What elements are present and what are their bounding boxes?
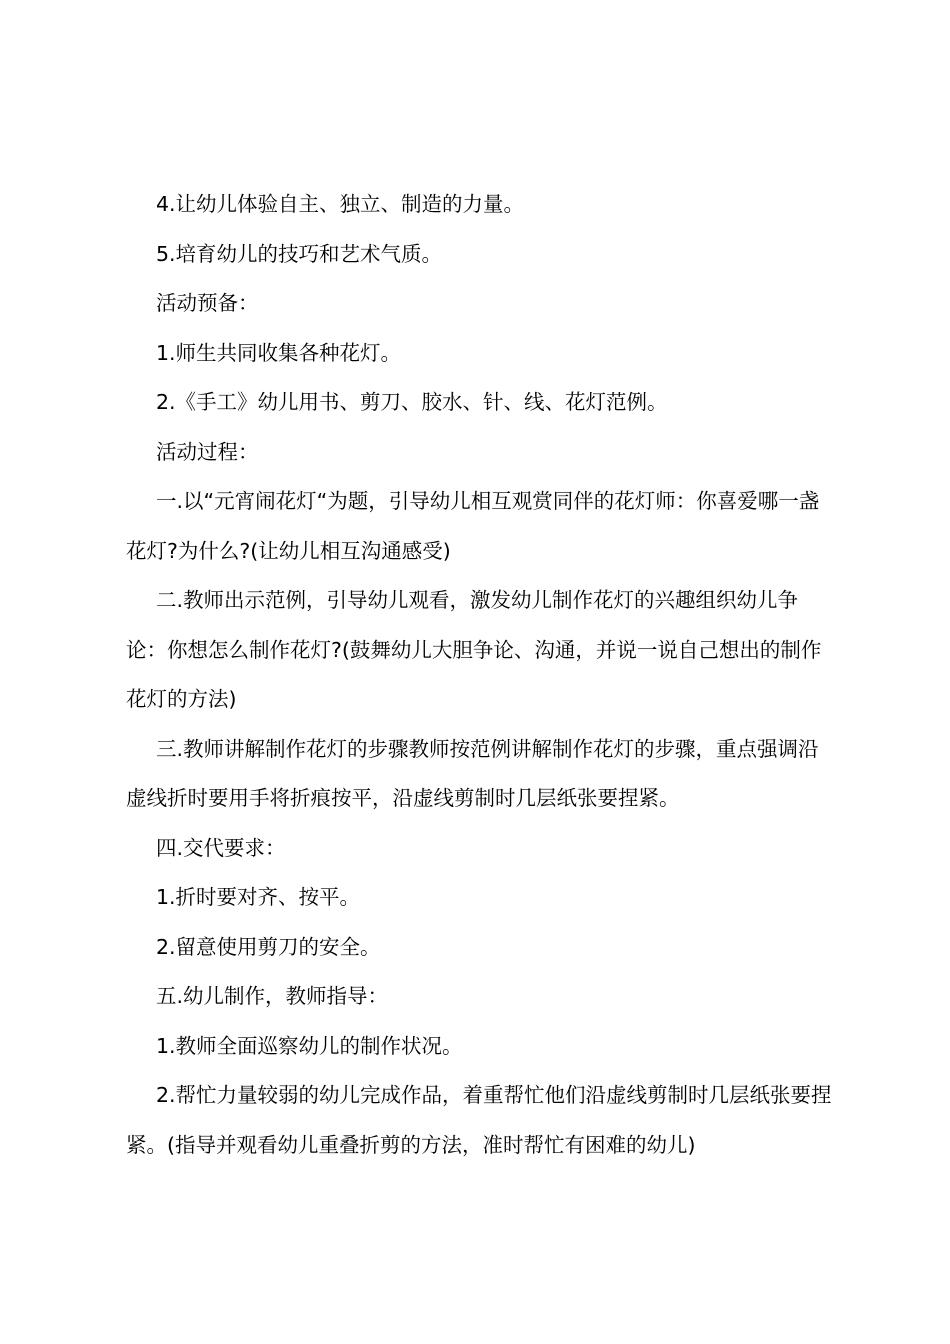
paragraph-preparation-1: 1.师生共同收集各种花灯。 bbox=[156, 340, 402, 365]
paragraph-preparation-2: 2.《手工》幼儿用书、剪刀、胶水、针、线、花灯范例。 bbox=[156, 390, 668, 414]
heading-activity-process: 活动过程： bbox=[156, 439, 259, 464]
paragraph-step-2: 二.教师出示范例，引导幼儿观看，激发幼儿制作花灯的兴趣组织幼儿争论：你想怎么制作花灯?(鼓舞幼儿大胆争论、沟通，并说一说自己想出的制作花灯的方法) bbox=[126, 588, 822, 711]
document-body bbox=[126, 180, 832, 1170]
paragraph-requirement-1: 1.折时要对齐、按平。 bbox=[156, 885, 361, 909]
paragraph-step-3: 三.教师讲解制作花灯的步骤教师按范例讲解制作花灯的步骤，重点强调沿虚线折时要用手将折痕按平，沿虚线剪制时几层纸张要捏紧。 bbox=[126, 736, 819, 810]
paragraph-goal-4: 4.让幼儿体验自主、独立、制造的力量。 bbox=[156, 192, 525, 216]
paragraph-step-4: 四.交代要求： bbox=[156, 835, 286, 860]
paragraph-guidance-1: 1.教师全面巡察幼儿的制作状况。 bbox=[156, 1033, 463, 1058]
heading-activity-preparation: 活动预备： bbox=[156, 291, 259, 315]
paragraph-step-1: 一.以“元宵闹花灯“为题，引导幼儿相互观赏同伴的花灯师：你喜爱哪一盏花灯?为什么?(让幼儿相互沟通感受) bbox=[126, 489, 820, 563]
paragraph-goal-5: 5.培育幼儿的技巧和艺术气质。 bbox=[156, 241, 443, 266]
paragraph-requirement-2: 2.留意使用剪刀的安全。 bbox=[156, 934, 381, 959]
paragraph-guidance-2: 2.帮忙力量较弱的幼儿完成作品，着重帮忙他们沿虚线剪制时几层纸张要捏紧。(指导并观看幼儿重叠折剪的方法，准时帮忙有困难的幼儿) bbox=[126, 1083, 832, 1157]
paragraph-step-5: 五.幼儿制作，教师指导： bbox=[156, 984, 389, 1008]
